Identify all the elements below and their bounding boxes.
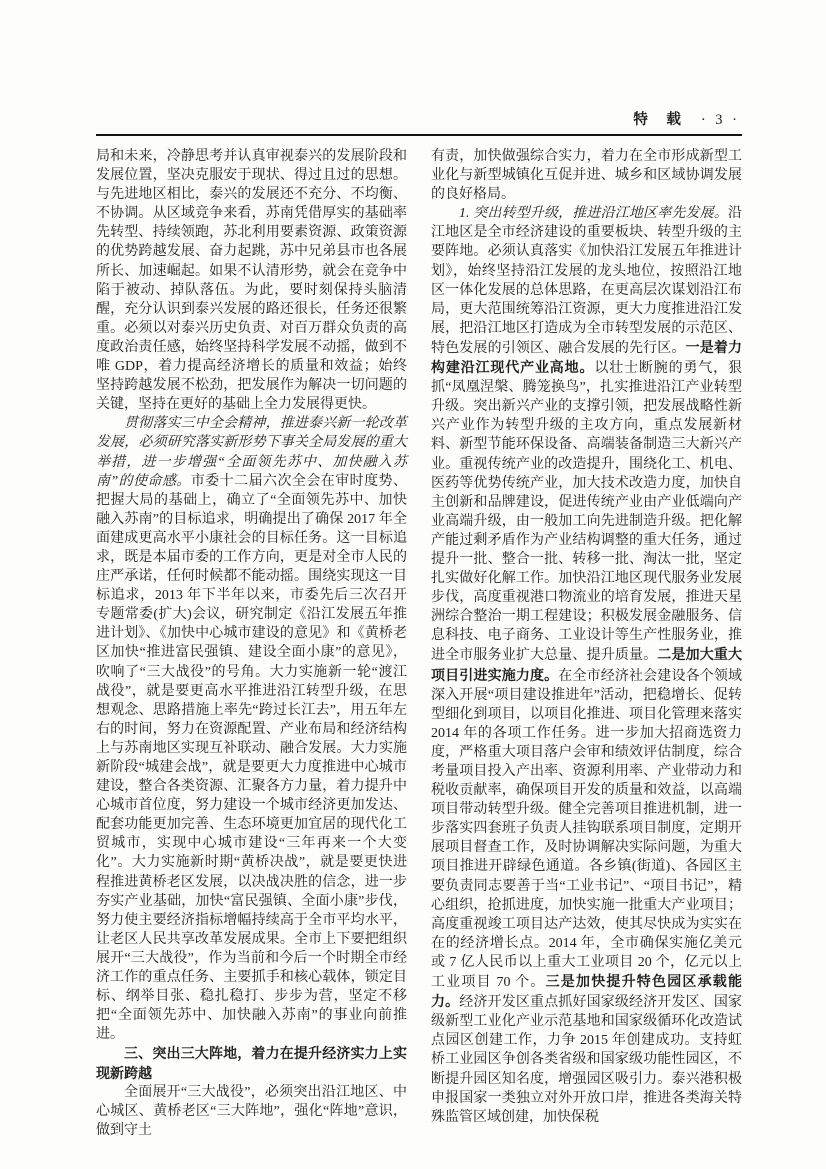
paragraph-text: 沿江地区是全市经济建设的重要板块、转型升级的主要阵地。必须认真落实《加快沿江发展五年推进计划》，始终坚持沿江发展的龙头地位，按照沿江地区一体化发展的总体思路，在更高层次谋划沿江布局，更大范围统筹沿江资源，更大力度推进沿江发展，把沿江地区打造成为全市转型发展的示范区、特色发展的引领区、融合发展的先行区。 — [431, 206, 742, 356]
paragraph-continuation — [431, 147, 742, 204]
paragraph-text: 有责，加快做强综合实力，着力在全市形成新型工业化与新型城镇化互促并进、城乡和区域协调发展的良好格局。 — [431, 149, 742, 203]
paragraph-text: 局和未来，冷静思考并认真审视泰兴的发展阶段和发展位置，坚决克服安于现状、得过且过的思想。与先进地区相比，泰兴的发展还不充分、不均衡、不协调。从区域竞争来看，苏南凭借厚实的基础率先转型、持续领跑，苏北利用要素资源、政策资源的优势跨越发展、奋力起跳，苏中兄弟县市也各展所长、加速崛起。如果不认清形势，就会在竞争中陷于被动、掉队落伍。为此，要时刻保持头脑清醒，充分认识到泰兴发展的路还很长，任务还很繁重。必须以对泰兴历史负责、对百万群众负责的高度政治责任感，始终坚持科学发展不动摇，做到不唯 GDP，着力提高经济增长的质量和效益；始终坚持跨越发展不松劲，把发展作为解决一切问题的关键，坚持在更好的基础上全力发展得更快。 — [96, 149, 407, 413]
right-column — [431, 147, 742, 1140]
bold-subpoint-text: 二是加大重大项目引进实施力度。 — [431, 646, 743, 683]
paragraph — [431, 204, 742, 1127]
paragraph — [96, 1083, 407, 1140]
paragraph-text: 市委十二届六次全会在审时度势、把握大局的基础上，确立了“全面领先苏中、加快融入苏南”的目标追求，明确提出了确保 2017 年全面建成更高水平小康社会的目标任务。这一目标追求，既是本届市委的工作方向，更是对全市人民的庄严承诺，任何时候都不能动摇。围绕实现这一目标追求，2013 年下半年以来，市委先后三次召开专题常委(扩大)会议，研究制定《沿江发展五年推进计划》、《加快中心城市建设的意见》和《黄桥老区加快“推进富民强镇、建设全面小康”的意见》，吹响了“三大战役”的号角。大力实施新一轮“渡江战役”，就是要更高水平推进沿江转型升级，在思想观念、思路措施上率先“跨过长江去”，用五年左右的时间，努力在资源配置、产业布局和经济结构上与苏南地区实现互补联动、融合发展。大力实施新阶段“城建会战”，就是要更大力度推进中心城市建设，整合各类资源、汇聚各方力量，着力提升中心城市首位度，努力建设一个城市经济更加发达、配套功能更加完善、生态环境更加宜居的现代化工贸城市，实现中心城市建设“三年再来一个大变化”。大力实施新时期“黄桥决战”，就是要更快进程推进黄桥老区发展，以决战决胜的信念，进一步夯实产业基础，加快“富民强镇、全面小康”步伐，努力使主要经济指标增幅持续高于全市平均水平，让老区人民共享改革发展成果。全市上下要把组织展开“三大战役”，作为当前和今后一个时期全市经济工作的重点任务、主要抓手和核心载体，锁定目标、纲举目张、稳扎稳打、步步为营，坚定不移把“全面领先苏中、加快融入苏南”的事业向前推进。 — [96, 473, 407, 1043]
left-column — [96, 147, 407, 1140]
text-columns — [96, 147, 742, 1140]
numbered-point-lead-text: 1. 突出转型升级，推进沿江地区率先发展。 — [459, 206, 728, 222]
page-header — [96, 111, 742, 129]
paragraph-text: 以壮士断腕的勇气，狠抓“凤凰涅槃、腾笼换鸟”，扎实推进沿江产业转型升级。突出新兴产业的支撑引领，把发展战略性新兴产业作为转型升级的主攻方向，重点发展新材料、新型节能环保设备、高端装备制造三大新兴产业。重视传统产业的改造提升，围绕化工、机电、医药等优势传统产业，加大技术改造力度，加快自主创新和品牌建设，促进传统产业由产业低端向产业高端升级，由一般加工向先进制造升级。把化解产能过剩矛盾作为产业结构调整的重大任务，通过提升一批、整合一批、转移一批、淘汰一批，坚定扎实做好化解工作。加快沿江地区现代服务业发展步伐，高度重视港口物流业的培育发展，推进天星洲综合整治一期工程建设；积极发展金融服务、信息科技、电子商务、工业设计等生产性服务业，推进全市服务业扩大总量、提升质量。 — [431, 361, 743, 664]
section-heading — [96, 1044, 407, 1082]
page-content — [96, 111, 742, 1140]
paragraph-text: 在全市经济社会建设各个领域深入开展“项目建设推进年”活动，把稳增长、促转型细化到项目，以项目化推进、项目化管理来落实 2014 年的各项工作任务。进一步加大招商选资力度，严格重大项目落户会审和绩效评估制度，综合考量项目投入产出率、资源利用率、产业带动力和税收贡献率，确保项目开发的质量和效益，以高端项目带动转型升级。健全完善项目推进机制，进一步落实四套班子负责人挂钩联系项目制度，定期开展项目督查工作，及时协调解决实际问题，为重大项目推进开辟绿色通道。各乡镇(街道)、各园区主要负责同志要善于当“工业书记”、“项目书记”，精心组织，抢抓进度，加快实施一批重大产业项目；高度重视竣工项目达产达效，使其尽快成为实实在在的经济增长点。2014 年，全市确保实施亿美元或 7 亿人民币以上重大工业项目 20 个，亿元以上工业项目 70 个。 — [431, 668, 743, 991]
emphasis-lead-text: 贯彻落实三中全会精神，推进泰兴新一轮改革发展，必须研究落实新形势下事关全局发展的重大举措，进一步增强“全面领先苏中、加快融入苏南”的使命感。 — [96, 416, 407, 489]
paragraph-continuation — [96, 147, 407, 414]
paragraph-text: 经济开发区重点抓好国家级经济开发区、国家级新型工业化产业示范基地和国家级循环化改造试点园区创建工作，力争 2015 年创建成功。支持虹桥工业园区争创各类省级和国家级功能性园区，不断提升园区知名度，增强园区吸引力。泰兴港积极申报国家一类独立对外开放口岸，推进各类海关特殊监管区域创建，加快保税 — [431, 995, 743, 1125]
page-number: · 3 · — [700, 112, 740, 128]
section-heading-text: 三、突出三大阵地，着力在提升经济实力上实现新跨越 — [96, 1045, 407, 1081]
bold-subpoint-text: 三是加快提升特色园区承载能力。 — [431, 973, 743, 1010]
paragraph-text: 全面展开“三大战役”，必须突出沿江地区、中心城区、黄桥老区“三大阵地”，强化“阵地”意识，做到守土 — [96, 1084, 407, 1138]
header-rule — [96, 134, 742, 136]
paragraph — [96, 414, 407, 1044]
section-title: 特 载 — [633, 112, 683, 128]
bold-subpoint-text: 一是着力构建沿江现代产业高地。 — [431, 338, 743, 376]
